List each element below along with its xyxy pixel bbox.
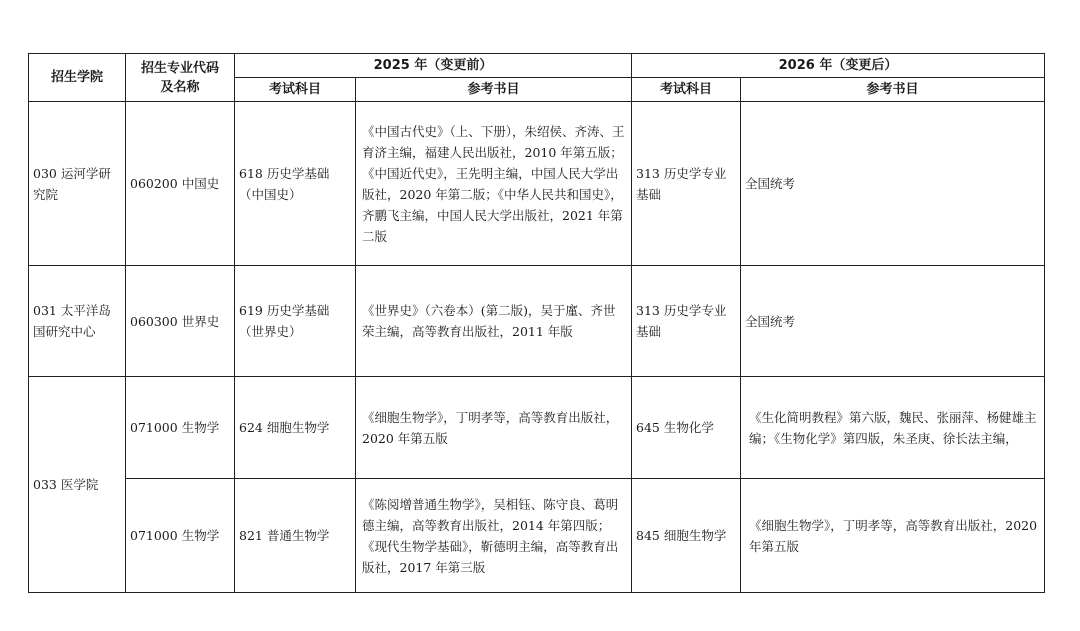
- header-row-top: [29, 54, 1045, 78]
- exam-2025-cell: 618 历史学基础（中国史）: [235, 102, 356, 266]
- header-major-code: 招生专业代码及名称: [126, 54, 235, 102]
- header-exam-subject-2026: 考试科目: [632, 78, 741, 102]
- header-reference-books-2025: 参考书目: [356, 78, 632, 102]
- exam-2025-cell: 624 细胞生物学: [235, 377, 356, 479]
- table-row: [29, 102, 1045, 266]
- exam-2026-cell: 645 生物化学: [632, 377, 741, 479]
- exam-2025-cell: 619 历史学基础（世界史）: [235, 266, 356, 377]
- books-2025-cell: 《中国古代史》（上、下册），朱绍侯、齐涛、王育济主编，福建人民出版社，2010 年第五版；《中国近代史》，王先明主编，中国人民大学出版社，2020 年第二版；《中华人民共和国史》，齐鹏飞主编，中国人民大学出版社，2021 年第二版: [356, 102, 632, 266]
- header-exam-subject-2025: 考试科目: [235, 78, 356, 102]
- major-cell: 060200 中国史: [126, 102, 235, 266]
- college-cell: 030 运河学研究院: [29, 102, 126, 266]
- books-2026-cell: 《生化简明教程》第六版，魏民、张丽萍、杨健雄主编；《生物化学》第四版，朱圣庚、徐长法主编，: [741, 377, 1045, 479]
- header-college: 招生学院: [29, 54, 126, 102]
- college-cell: 033 医学院: [29, 377, 126, 593]
- books-2025-cell: 《世界史》（六卷本）(第二版)，吴于廑、齐世荣主编，高等教育出版社，2011 年版: [356, 266, 632, 377]
- major-cell: 060300 世界史: [126, 266, 235, 377]
- major-cell: 071000 生物学: [126, 479, 235, 593]
- books-2026-cell: 全国统考: [741, 266, 1045, 377]
- table-row: [29, 377, 1045, 479]
- books-2026-cell: 《细胞生物学》，丁明孝等，高等教育出版社，2020 年第五版: [741, 479, 1045, 593]
- major-cell: 071000 生物学: [126, 377, 235, 479]
- exam-2026-cell: 313 历史学专业基础: [632, 266, 741, 377]
- header-year-2025: 2025 年（变更前）: [235, 54, 632, 78]
- books-2026-cell: 全国统考: [741, 102, 1045, 266]
- exam-2025-cell: 821 普通生物学: [235, 479, 356, 593]
- books-2025-cell: 《陈阅增普通生物学》，吴相钰、陈守良、葛明德主编，高等教育出版社，2014 年第四版；《现代生物学基础》，靳德明主编，高等教育出版社，2017 年第三版: [356, 479, 632, 593]
- books-2025-cell: 《细胞生物学》，丁明孝等，高等教育出版社，2020 年第五版: [356, 377, 632, 479]
- header-year-2026: 2026 年（变更后）: [632, 54, 1045, 78]
- table-row: [29, 479, 1045, 593]
- header-reference-books-2026: 参考书目: [741, 78, 1045, 102]
- table-row: [29, 266, 1045, 377]
- college-cell: 031 太平洋岛国研究中心: [29, 266, 126, 377]
- enrollment-change-table: [28, 53, 1045, 593]
- exam-2026-cell: 845 细胞生物学: [632, 479, 741, 593]
- exam-2026-cell: 313 历史学专业基础: [632, 102, 741, 266]
